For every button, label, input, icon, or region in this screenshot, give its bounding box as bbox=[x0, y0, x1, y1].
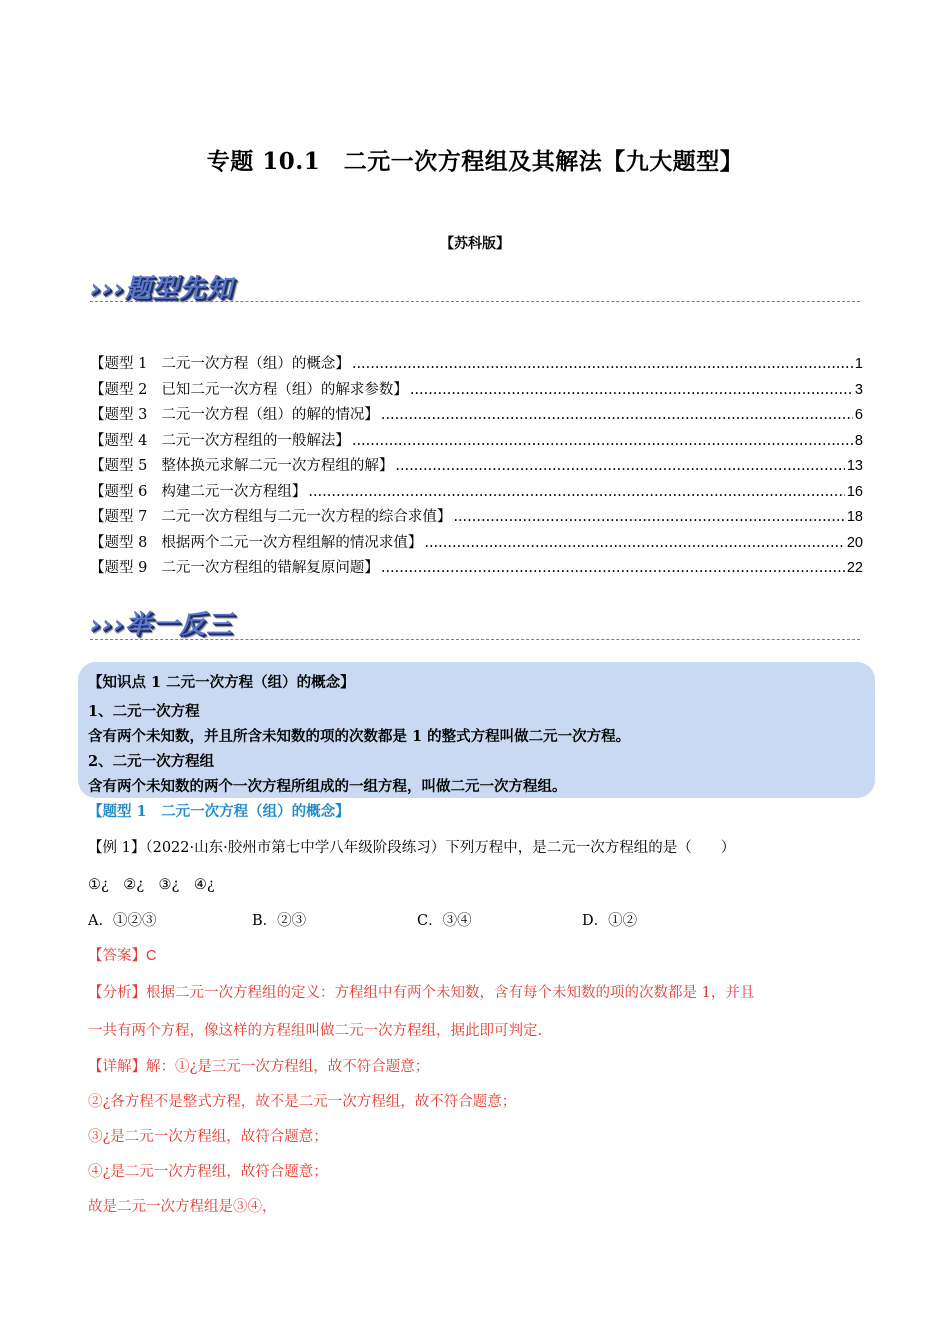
toc-tag: 【题型 9 bbox=[90, 560, 148, 576]
toc-row[interactable] bbox=[90, 429, 863, 455]
detail-line4: ④¿是二元一次方程组，故符合题意； bbox=[88, 1164, 328, 1180]
table-of-contents bbox=[90, 352, 863, 582]
answer-label: 【答案】 bbox=[88, 948, 146, 964]
toc-row[interactable] bbox=[90, 556, 863, 582]
knowledge-item2-text: 含有两个未知数的两个一次方程所组成的一组方程，叫做二元一次方程组。 bbox=[88, 778, 567, 795]
toc-leader bbox=[381, 560, 845, 576]
toc-tag: 【题型 6 bbox=[90, 483, 148, 500]
detail-line1 bbox=[88, 1055, 429, 1076]
toc-tag: 【题型 2 bbox=[90, 381, 148, 398]
toc-row[interactable] bbox=[90, 352, 863, 378]
answer-line bbox=[88, 944, 156, 965]
toc-row[interactable] bbox=[90, 403, 863, 429]
toc-text: 整体换元求解二元一次方程组的解】 bbox=[161, 458, 394, 474]
toc-row[interactable] bbox=[90, 454, 863, 480]
choice-a[interactable]: A．①②③ bbox=[88, 913, 157, 929]
choice-b[interactable]: B．②③ bbox=[252, 913, 307, 929]
detail-label: 【详解】 bbox=[88, 1059, 146, 1075]
toc-leader bbox=[424, 535, 845, 551]
section-heading-practice: ›››举一反三 bbox=[90, 610, 234, 640]
toc-text: 构建二元一次方程组】 bbox=[161, 483, 307, 500]
toc-tag: 【题型 8 bbox=[90, 534, 148, 551]
toc-page: 18 bbox=[846, 509, 863, 525]
analysis-line1 bbox=[88, 981, 754, 1002]
knowledge-item1-text: 含有两个未知数，并且所含未知数的项的次数都是 1 的整式方程叫做二元一次方程。 bbox=[88, 728, 631, 745]
answer-value: C bbox=[146, 948, 157, 964]
toc-row[interactable] bbox=[90, 480, 863, 506]
toc-tag: 【题型 5 bbox=[90, 458, 148, 474]
toc-text: 二元一次方程组与二元一次方程的综合求值】 bbox=[161, 509, 452, 525]
example-question bbox=[88, 836, 735, 857]
detail-line2: ②¿各方程不是整式方程，故不是二元一次方程组，故不符合题意； bbox=[88, 1094, 517, 1110]
toc-page: 16 bbox=[846, 483, 863, 500]
toc-leader bbox=[410, 382, 853, 398]
toc-tag: 【题型 1 bbox=[90, 356, 148, 372]
example-source: （2022·山东·胶州市第七中学八年级阶段练习）下列万程中，是二元一次方程组的是（ ） bbox=[145, 840, 736, 856]
example-items: ①¿ ②¿ ③¿ ④¿ bbox=[88, 877, 215, 893]
toc-leader bbox=[352, 433, 853, 449]
toc-page: 13 bbox=[846, 458, 863, 474]
toc-leader bbox=[453, 509, 845, 525]
type1-heading: 【题型 1 二元一次方程（组）的概念】 bbox=[88, 803, 350, 820]
toc-page: 22 bbox=[846, 560, 863, 576]
edition-label: 【苏科版】 bbox=[440, 236, 510, 252]
section-divider bbox=[90, 639, 860, 640]
toc-tag: 【题型 3 bbox=[90, 407, 148, 423]
choice-d[interactable]: D．①② bbox=[582, 913, 638, 929]
toc-page: 20 bbox=[846, 534, 863, 551]
toc-leader bbox=[381, 407, 853, 423]
toc-page: 1 bbox=[854, 356, 863, 372]
choice-c[interactable]: C．③④ bbox=[417, 913, 472, 929]
toc-page: 6 bbox=[854, 407, 863, 423]
toc-leader bbox=[352, 356, 853, 372]
page-title: 专题 10.1 二元一次方程组及其解法【九大题型】 bbox=[206, 148, 744, 175]
toc-row[interactable] bbox=[90, 505, 863, 531]
toc-page: 3 bbox=[854, 381, 863, 398]
toc-leader bbox=[395, 458, 845, 474]
toc-row[interactable] bbox=[90, 378, 863, 404]
example-label: 【例 1】 bbox=[88, 840, 146, 856]
analysis-label: 【分析】 bbox=[88, 985, 146, 1001]
knowledge-item1-title: 1、二元一次方程 bbox=[88, 703, 200, 720]
toc-text: 已知二元一次方程（组）的解求参数】 bbox=[161, 381, 408, 398]
toc-text: 二元一次方程组的一般解法】 bbox=[161, 432, 350, 449]
toc-text: 二元一次方程（组）的解的情况】 bbox=[161, 407, 379, 423]
section-heading-preview: ›››题型先知 bbox=[90, 274, 234, 304]
toc-text: 二元一次方程（组）的概念】 bbox=[161, 356, 350, 372]
toc-text: 根据两个二元一次方程组解的情况求值】 bbox=[161, 534, 423, 551]
knowledge-header: 【知识点 1 二元一次方程（组）的概念】 bbox=[88, 674, 355, 691]
detail-text1: 解：①¿是三元一次方程组，故不符合题意； bbox=[146, 1059, 430, 1075]
toc-tag: 【题型 4 bbox=[90, 432, 148, 449]
analysis-line2: 一共有两个方程，像这样的方程组叫做二元一次方程组，据此即可判定. bbox=[88, 1023, 543, 1039]
toc-text: 二元一次方程组的错解复原问题】 bbox=[161, 560, 379, 576]
detail-line5: 故是二元一次方程组是③④， bbox=[88, 1199, 277, 1215]
knowledge-item2-title: 2、二元一次方程组 bbox=[88, 753, 215, 770]
detail-line3: ③¿是二元一次方程组，故符合题意； bbox=[88, 1129, 328, 1145]
toc-row[interactable] bbox=[90, 531, 863, 557]
toc-tag: 【题型 7 bbox=[90, 509, 148, 525]
analysis-text1: 根据二元一次方程组的定义：方程组中有两个未知数，含有每个未知数的项的次数都是 1，并且 bbox=[146, 985, 755, 1001]
section-divider bbox=[90, 301, 860, 302]
toc-page: 8 bbox=[854, 432, 863, 449]
toc-leader bbox=[308, 484, 845, 500]
